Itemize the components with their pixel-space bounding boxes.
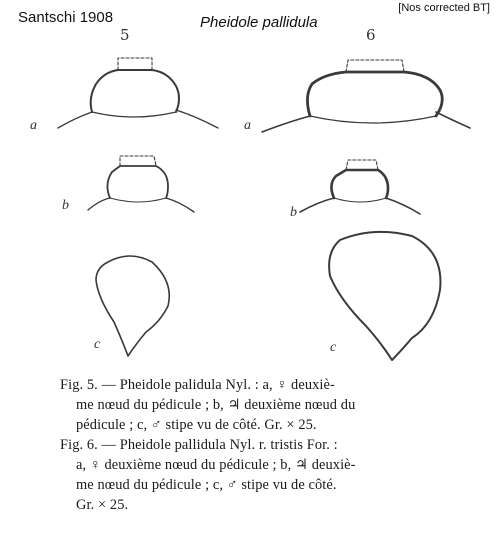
correction-note: [Nos corrected BT] — [398, 2, 490, 14]
fig5b-node-drawing — [88, 156, 194, 212]
fig5-panel-a-label: a — [30, 118, 37, 133]
caption-line-5: a, ♀ deuxième nœud du pédicule ; b, ♃ deuxiè- — [76, 457, 356, 473]
caption-line-2: me nœud du pédicule ; b, ♃ deuxième nœud du — [76, 397, 356, 413]
figure-caption — [60, 375, 500, 515]
fig6c-stipe-drawing — [329, 232, 440, 360]
fig6-panel-a-label: a — [244, 118, 251, 133]
fig6a-node-drawing — [262, 60, 470, 132]
figure-6-number: 6 — [366, 26, 376, 44]
caption-line-3: pédicule ; c, ♂ stipe vu de côté. Gr. × 25. — [76, 417, 317, 433]
fig5-panel-c-label: c — [94, 337, 101, 352]
fig6b-node-drawing — [300, 160, 420, 214]
fig5c-stipe-drawing — [96, 256, 169, 356]
fig5-panel-b-label: b — [62, 198, 69, 213]
author-year-label: Santschi 1908 — [18, 9, 114, 26]
caption-line-7: Gr. × 25. — [76, 497, 129, 513]
caption-line-4: Fig. 6. — Pheidole pallidula Nyl. r. tristis For. : — [60, 437, 338, 453]
fig6-panel-c-label: c — [330, 340, 337, 355]
fig6-panel-b-label: b — [290, 205, 297, 220]
caption-line-1: Fig. 5. — Pheidole palidula Nyl. : a, ♀ deuxiè- — [60, 377, 335, 393]
species-title: Pheidole pallidula — [200, 14, 318, 31]
fig5a-node-drawing — [58, 58, 218, 128]
caption-line-6: me nœud du pédicule ; c, ♂ stipe vu de côté. — [76, 477, 337, 493]
figure-5-number: 5 — [120, 26, 130, 44]
